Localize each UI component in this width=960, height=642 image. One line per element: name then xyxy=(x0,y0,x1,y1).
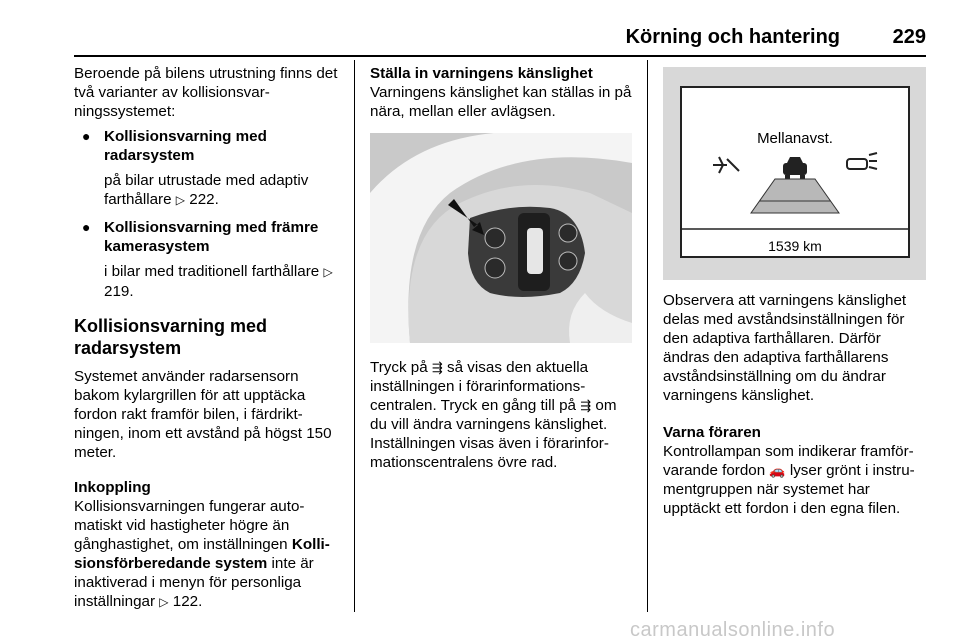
intro-paragraph: Beroende på bilens utrustning finns det två varianter av kollisionsvar-ningssystemet: xyxy=(74,65,338,120)
sensitivity-intro: Varningens känslighet kan ställas in på nära, mellan eller avlägsen. xyxy=(370,84,632,120)
activation-text-end: inte är inaktiverad i menyn för personliga inställningar xyxy=(74,555,314,610)
bullet-text xyxy=(104,171,346,210)
gap-setting-icon: ⇶ xyxy=(431,360,443,375)
steering-wheel-illustration xyxy=(370,133,632,343)
column-2-lower xyxy=(370,358,636,472)
subheading-sensitivity: Ställa in varningens känslighet xyxy=(370,65,593,82)
column-3 xyxy=(663,291,929,518)
column-divider-1 xyxy=(354,60,355,612)
activation-paragraph xyxy=(74,497,346,612)
header-rule xyxy=(74,55,926,57)
setting-name: Kolli-sionsförberedande system xyxy=(74,536,330,572)
page-reference: 222. xyxy=(189,191,219,208)
note-paragraph: Observera att varningens känslighet delas med avståndsinställningen för den adaptiva farthållaren. Därför ändras den adaptiva farthållarens avståndsinställning om du ändrar varningens känslighet. xyxy=(663,292,907,404)
page-reference: 122. xyxy=(172,593,203,610)
instruction-text-2: så visas den aktuella inställningen i förarinformations-centralen. Tryck en gång till på xyxy=(370,359,589,414)
bullet-item xyxy=(74,218,346,301)
chapter-title: Körning och hantering xyxy=(625,26,840,48)
page-number: 229 xyxy=(892,26,926,48)
triangle-right-icon: ▷ xyxy=(175,193,186,207)
display-illustration xyxy=(663,67,926,280)
activation-text: Kollisionsvarningen fungerar auto-matiskt vid hastigheter högre än gånghastighet, om inställningen xyxy=(74,498,305,553)
display-label: Mellanavst. xyxy=(757,130,833,147)
watermark: carmanualsonline.info xyxy=(630,619,836,641)
page-header xyxy=(74,24,926,54)
bullet-item xyxy=(74,127,346,210)
bullet-body: på bilar utrustade med adaptiv farthållare xyxy=(104,172,309,208)
page-reference: 219. xyxy=(104,283,134,300)
section-paragraph: Systemet använder radarsensorn bakom kylargrillen för att upptäcka fordon rakt framför bilen, i färdrikt-ningen, inom ett avstånd på högst 150 meter. xyxy=(74,368,332,461)
bullet-dot-icon: ● xyxy=(82,219,91,235)
instruction-text: Tryck på xyxy=(370,359,428,376)
gap-setting-icon: ⇶ xyxy=(580,398,592,413)
odometer-readout: 1539 km xyxy=(768,238,822,254)
instruction-text-3: om du vill ändra varningens känslighet. Inställningen visas även i förarinfor-mationscentralens övre rad. xyxy=(370,397,617,471)
subheading-warn-driver: Varna föraren xyxy=(663,424,761,441)
sensitivity-paragraph xyxy=(370,358,636,472)
warn-text-2: lyser grönt i instru-mentgruppen när systemet har upptäckt ett fordon i den egna filen. xyxy=(663,462,915,517)
bullet-dot-icon: ● xyxy=(82,128,91,144)
column-1 xyxy=(74,64,346,612)
warn-paragraph xyxy=(663,442,929,518)
triangle-right-icon: ▷ xyxy=(159,595,169,609)
driver-display-figure xyxy=(663,67,926,280)
bullet-body: i bilar med traditionell farthållare xyxy=(104,263,320,280)
warn-text: Kontrollampan som indikerar framför-varande fordon xyxy=(663,443,914,479)
column-divider-2 xyxy=(647,60,648,612)
column-2 xyxy=(370,64,636,121)
steering-wheel-figure xyxy=(370,133,632,343)
bullet-text xyxy=(104,262,346,301)
bullet-title: Kollisionsvarning med radarsystem xyxy=(104,128,267,164)
subheading-inkoppling: Inkoppling xyxy=(74,479,151,496)
car-front-icon: 🚗 xyxy=(769,463,786,478)
section-heading: Kollisionsvarning med radarsystem xyxy=(74,316,268,358)
triangle-right-icon: ▷ xyxy=(323,265,333,279)
bullet-title: Kollisionsvarning med främre kamerasystem xyxy=(104,219,319,255)
